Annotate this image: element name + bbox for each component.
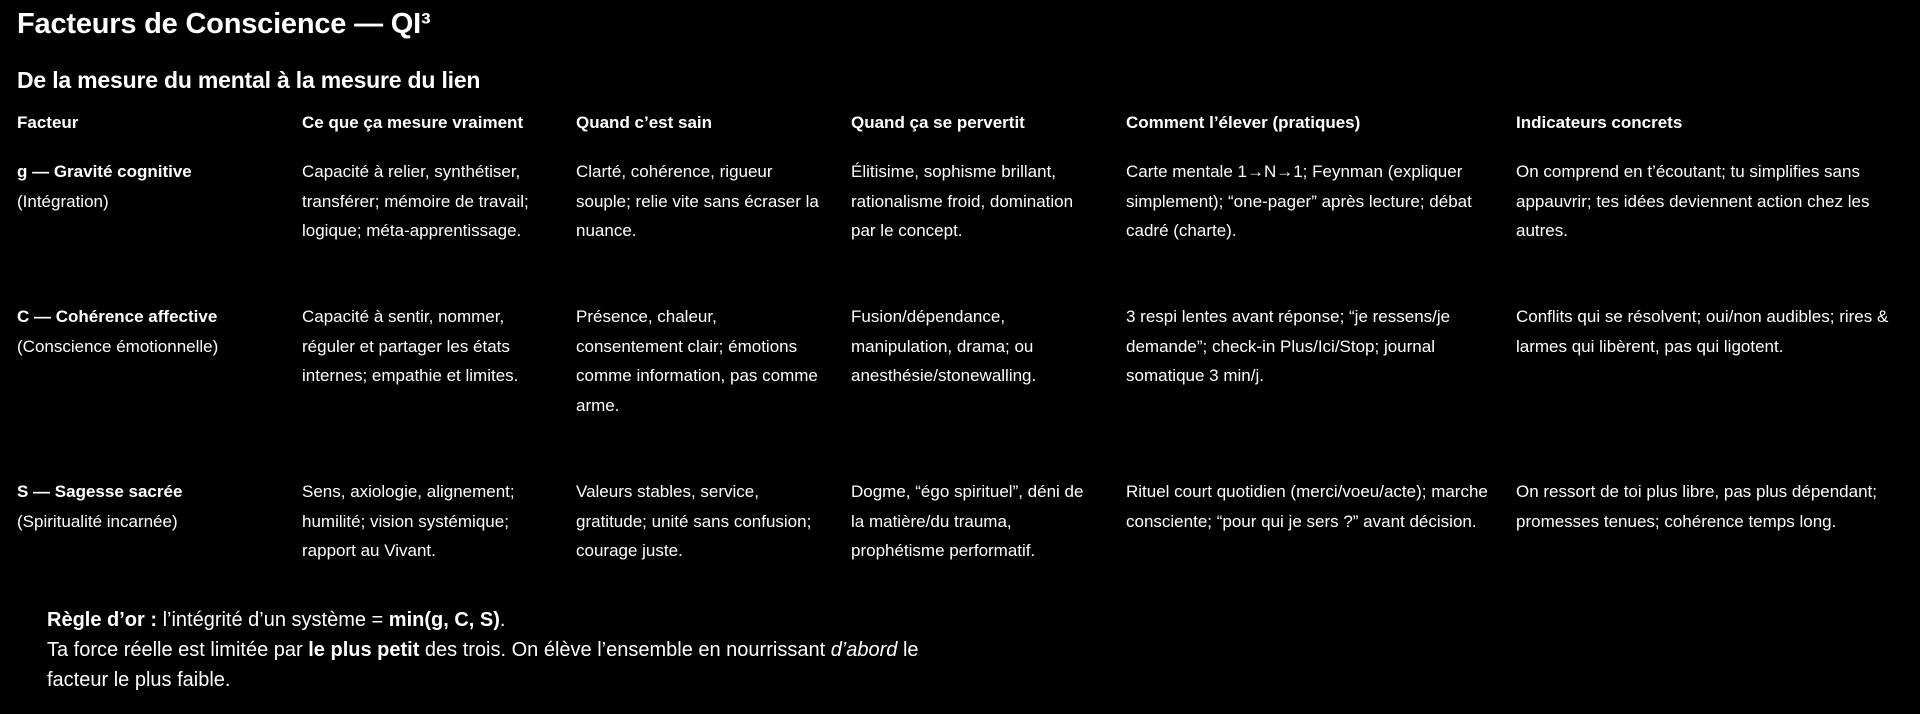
cell-healthy: Clarté, cohérence, rigueur souple; relie vite sans écraser la nuance. [576,162,819,241]
cell-measure: Capacité à relier, synthétiser, transférer; mémoire de travail; logique; méta-apprentissage. [302,162,529,241]
factor-subtitle: (Intégration) [17,191,109,211]
cell-measure: Sens, axiologie, alignement; humilité; vision systémique; rapport au Vivant. [302,482,515,561]
cell-perverted: Élitisime, sophisme brillant, rationalisme froid, domination par le concept. [851,162,1074,241]
cell-indicators: On ressort de toi plus libre, pas plus dépendant; promesses tenues; cohérence temps long. [1516,482,1877,531]
golden-rule-text: Ta force réelle est limitée par [47,639,309,661]
cell-measure: Capacité à sentir, nommer, réguler et partager les états internes; empathie et limites. [302,307,519,386]
header-perverted: Quand ça se pervertit [851,113,1025,132]
cell-practices: Rituel court quotidien (merci/voeu/acte); marche consciente; “pour qui je sers ?” avant décision. [1126,482,1488,531]
header-measure: Ce que ça mesure vraiment [302,113,524,132]
cell-practices: 3 respi lentes avant réponse; “je ressens/je demande”; check-in Plus/Ici/Stop; journal somatique 3 min/j. [1126,307,1451,386]
golden-rule-text: le facteur le plus faible. [47,639,919,691]
golden-rule-label: Règle d’or : [47,609,158,631]
golden-rule-period: . [499,609,506,631]
factor-name: C — Cohérence affective [17,307,218,326]
golden-rule-line2 [47,635,947,695]
cell-healthy: Présence, chaleur, consentement clair; émotions comme information, pas comme arme. [576,307,818,416]
golden-rule-text: l’intégrité d’un système = [157,609,389,631]
golden-rule [47,605,947,695]
header-practices: Comment l’élever (pratiques) [1126,113,1361,132]
row-c-factor [17,302,287,361]
factor-name: S — Sagesse sacrée [17,482,183,501]
cell-indicators: Conflits qui se résolvent; oui/non audibles; rires & larmes qui libèrent, pas qui ligotent. [1516,307,1889,356]
cell-healthy: Valeurs stables, service, gratitude; unité sans confusion; courage juste. [576,482,812,561]
page-title: Facteurs de Conscience — QI³ [17,8,431,40]
golden-rule-text: des trois. On élève l’ensemble en nourrissant [419,639,831,661]
cell-practices: Carte mentale 1→N→1; Feynman (expliquer simplement); “one-pager” après lecture; débat cadré (charte). [1126,162,1472,241]
header-indicators: Indicateurs concrets [1516,113,1683,132]
header-healthy: Quand c’est sain [576,113,713,132]
header-facteur: Facteur [17,113,79,132]
page-subtitle: De la mesure du mental à la mesure du lien [17,67,481,93]
factor-subtitle: (Spiritualité incarnée) [17,511,178,531]
golden-rule-formula: min(g, C, S) [388,609,500,631]
factor-subtitle: (Conscience émotionnelle) [17,336,219,356]
cell-perverted: Dogme, “égo spirituel”, déni de la matière/du trauma, prophétisme performatif. [851,482,1084,561]
row-s-factor [17,477,287,536]
row-g-factor [17,157,287,216]
factor-name: g — Gravité cognitive [17,162,192,181]
golden-rule-line1 [47,605,947,635]
cell-perverted: Fusion/dépendance, manipulation, drama; ou anesthésie/stonewalling. [851,307,1037,386]
golden-rule-italic: d’abord [830,639,898,661]
cell-indicators: On comprend en t’écoutant; tu simplifies sans appauvrir; tes idées deviennent action chez les autres. [1516,162,1870,241]
golden-rule-emphasis: le plus petit [308,639,420,661]
